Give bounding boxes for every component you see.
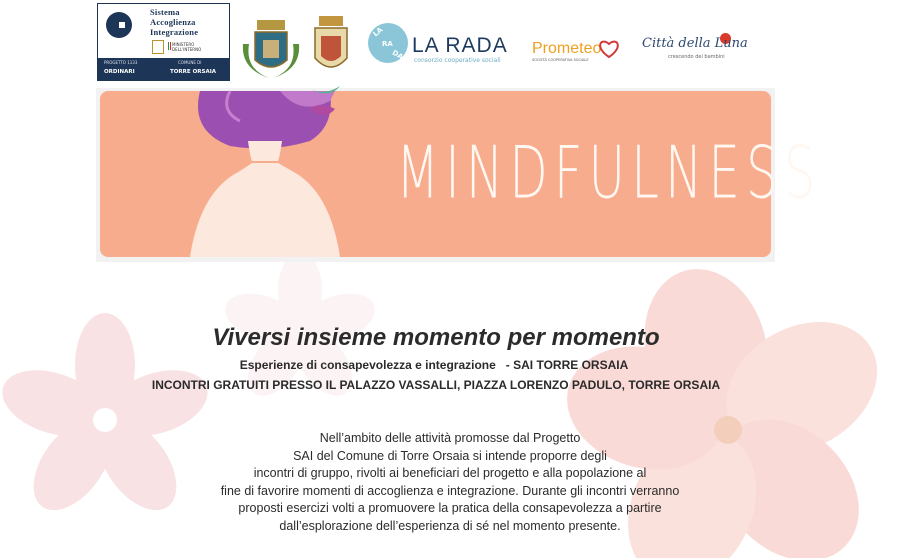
paragraph-line: incontri di gruppo, rivolti ai beneficiari del progetto e alla popolazione al xyxy=(253,466,647,481)
emblem-icon xyxy=(152,40,164,54)
page-title: Viversi insieme momento per momento xyxy=(212,324,660,351)
sai-mark-icon xyxy=(106,12,132,38)
location-line: INCONTRI GRATUITI PRESSO IL PALAZZO VASSALLI, PIAZZA LORENZO PADULO, TORRE ORSAIA xyxy=(151,378,721,392)
torre-orsaia-crest-icon xyxy=(235,14,307,80)
ministry-label: MINISTERO DELL'INTERNO xyxy=(172,42,202,52)
paragraph-line: dall’esplorazione dell’esperienza di sé nel momento presente. xyxy=(279,518,621,533)
la-rada-logo: LA RA DA LA RADA consorzio cooperative sociali xyxy=(368,22,508,68)
mindfulness-banner xyxy=(96,88,822,262)
paragraph-line: proposti esercizi volti a promuovere la pratica della consapevolezza a partire xyxy=(238,501,662,516)
banner-panel xyxy=(100,91,822,257)
banner-title: MINDFULNESS xyxy=(396,131,822,216)
sai-title: Sistema Accoglienza Integrazione xyxy=(150,7,199,37)
italian-flag-icon xyxy=(168,42,171,50)
prometeo-logo: Prometeo SOCIETÀ COOPERATIVA SOCIALE xyxy=(532,40,622,64)
paragraph-line: fine di favorire momenti di accoglienza e integrazione. Durante gli incontri verranno xyxy=(220,483,680,498)
paragraph-line: SAI del Comune di Torre Orsaia si intende proporre degli xyxy=(293,448,607,463)
subtitle: Esperienze di consapevolezza e integrazione - SAI TORRE ORSAIA xyxy=(239,358,629,372)
heart-icon xyxy=(598,39,620,59)
sai-project-bar: PROGETTO 1133 COMUNE DI ORDINARI TORRE ORSAIA xyxy=(98,58,229,80)
province-crest-icon xyxy=(311,14,351,78)
sai-logo xyxy=(97,3,230,81)
partner-logos xyxy=(0,0,852,86)
main-content xyxy=(0,262,852,558)
la-rada-circle-icon: LA RA DA xyxy=(368,23,408,63)
citta-della-luna-logo: Città della Luna crescendo dei bambini xyxy=(642,32,760,62)
description-paragraph xyxy=(0,430,900,536)
woman-illustration-icon xyxy=(160,91,420,257)
paragraph-line: Nell’ambito delle attività promosse dal Progetto xyxy=(319,431,581,445)
